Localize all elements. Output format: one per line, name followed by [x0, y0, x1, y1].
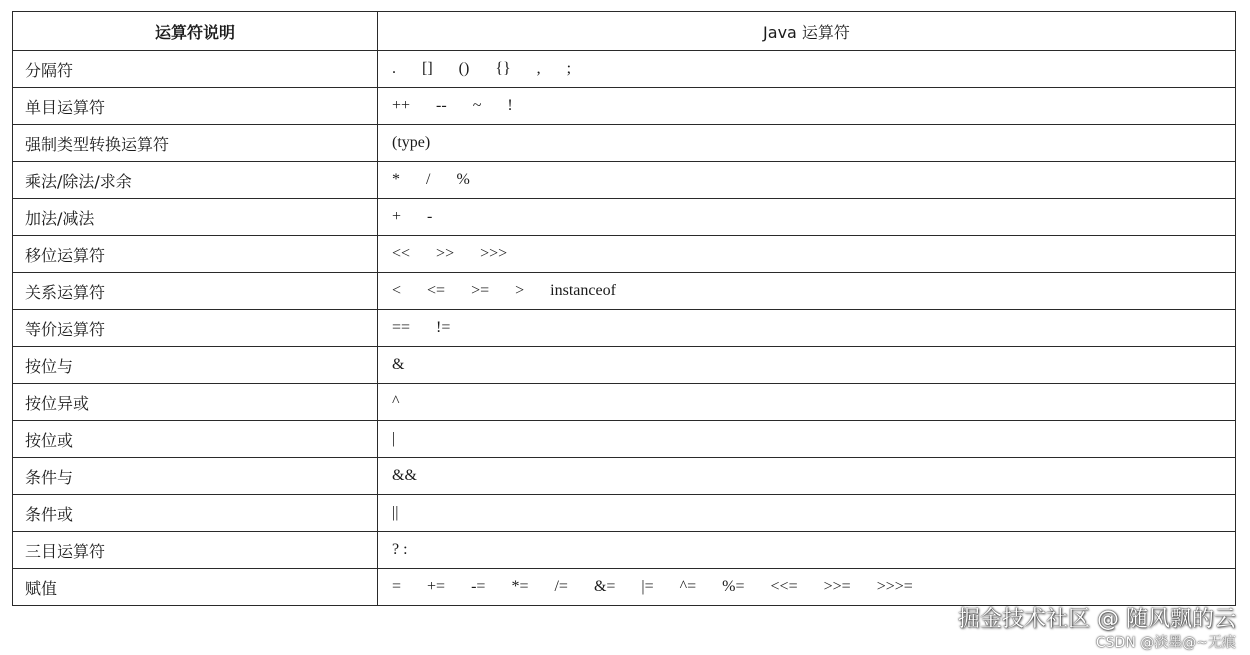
- row-description: 分隔符: [13, 51, 378, 88]
- operator-token: %=: [722, 578, 745, 595]
- row-description: 按位与: [13, 347, 378, 384]
- table-row: [13, 51, 1236, 88]
- operator-token: !: [507, 97, 513, 114]
- operator-token: /=: [554, 578, 568, 595]
- operator-token: --: [436, 97, 447, 114]
- row-operators: [378, 51, 1236, 88]
- table-body: [13, 51, 1236, 606]
- row-operators: [378, 162, 1236, 199]
- operator-token: ++: [392, 97, 411, 114]
- operator-token: (): [458, 60, 470, 77]
- operator-token: ,: [536, 60, 541, 77]
- table-row: [13, 569, 1236, 606]
- operator-token: |: [392, 430, 396, 447]
- operator-token: -: [427, 208, 433, 225]
- row-description: 强制类型转换运算符: [13, 125, 378, 162]
- operator-token: {}: [495, 60, 511, 77]
- operator-token: >>>=: [876, 578, 913, 595]
- operator-token: -=: [471, 578, 486, 595]
- row-operators: [378, 125, 1236, 162]
- table-row: [13, 310, 1236, 347]
- operator-token: ;: [566, 60, 572, 77]
- operator-token: +: [392, 208, 402, 225]
- row-operators: [378, 569, 1236, 606]
- row-description: 乘法/除法/求余: [13, 162, 378, 199]
- operator-token: ^: [392, 393, 400, 410]
- operator-token: <: [392, 282, 402, 299]
- row-operators: [378, 458, 1236, 495]
- row-operators: [378, 236, 1236, 273]
- operator-token: ==: [392, 319, 411, 336]
- operator-token: <<: [392, 245, 411, 262]
- operator-token: *=: [511, 578, 529, 595]
- operator-token: ? :: [392, 541, 408, 558]
- header-row: [13, 12, 1236, 51]
- operator-token: ||: [392, 504, 399, 521]
- row-description: 条件与: [13, 458, 378, 495]
- table-row: [13, 273, 1236, 310]
- row-description: 等价运算符: [13, 310, 378, 347]
- table-row: [13, 125, 1236, 162]
- operator-token: >>: [436, 245, 455, 262]
- operator-token: %: [456, 171, 470, 188]
- operator-token: =: [392, 578, 402, 595]
- row-description: 加法/减法: [13, 199, 378, 236]
- operator-token: *: [392, 171, 400, 188]
- table-row: [13, 347, 1236, 384]
- row-description: 关系运算符: [13, 273, 378, 310]
- table-row: [13, 88, 1236, 125]
- operator-token: instanceof: [550, 282, 616, 299]
- operator-token: >: [515, 282, 525, 299]
- header-operators: Java 运算符: [378, 12, 1236, 51]
- table-row: [13, 236, 1236, 273]
- operator-token: !=: [436, 319, 451, 336]
- table-row: [13, 384, 1236, 421]
- row-description: 条件或: [13, 495, 378, 532]
- operator-token: >>=: [823, 578, 851, 595]
- operator-token: ~: [472, 97, 482, 114]
- operator-token: &=: [593, 578, 616, 595]
- operator-table: [12, 11, 1236, 606]
- row-description: 赋值: [13, 569, 378, 606]
- operator-table-container: [12, 11, 1236, 606]
- row-description: 按位异或: [13, 384, 378, 421]
- table-row: [13, 162, 1236, 199]
- row-operators: [378, 495, 1236, 532]
- operator-token: (type): [392, 134, 431, 151]
- table-row: [13, 458, 1236, 495]
- operator-token: |=: [641, 578, 654, 595]
- row-description: 按位或: [13, 421, 378, 458]
- table-row: [13, 421, 1236, 458]
- operator-token: <=: [427, 282, 446, 299]
- operator-token: &: [392, 356, 405, 373]
- operator-token: >>>: [480, 245, 508, 262]
- row-description: 单目运算符: [13, 88, 378, 125]
- row-operators: [378, 199, 1236, 236]
- operator-token: .: [392, 60, 396, 77]
- operator-token: ^=: [679, 578, 697, 595]
- row-operators: [378, 384, 1236, 421]
- operator-token: []: [422, 60, 433, 77]
- row-operators: [378, 273, 1236, 310]
- operator-token: /: [426, 171, 431, 188]
- row-operators: [378, 88, 1236, 125]
- watermark-juejin: 掘金技术社区 @ 随风飘的云: [958, 607, 1236, 632]
- row-description: 三目运算符: [13, 532, 378, 569]
- operator-token: &&: [392, 467, 417, 484]
- operator-token: +=: [427, 578, 446, 595]
- row-operators: [378, 310, 1236, 347]
- watermark-csdn: CSDN @淡墨@~无痕: [1095, 635, 1236, 651]
- row-operators: [378, 532, 1236, 569]
- row-operators: [378, 421, 1236, 458]
- table-row: [13, 532, 1236, 569]
- table-row: [13, 495, 1236, 532]
- operator-token: >=: [471, 282, 490, 299]
- operator-token: <<=: [770, 578, 798, 595]
- header-description: 运算符说明: [13, 12, 378, 51]
- row-operators: [378, 347, 1236, 384]
- row-description: 移位运算符: [13, 236, 378, 273]
- table-row: [13, 199, 1236, 236]
